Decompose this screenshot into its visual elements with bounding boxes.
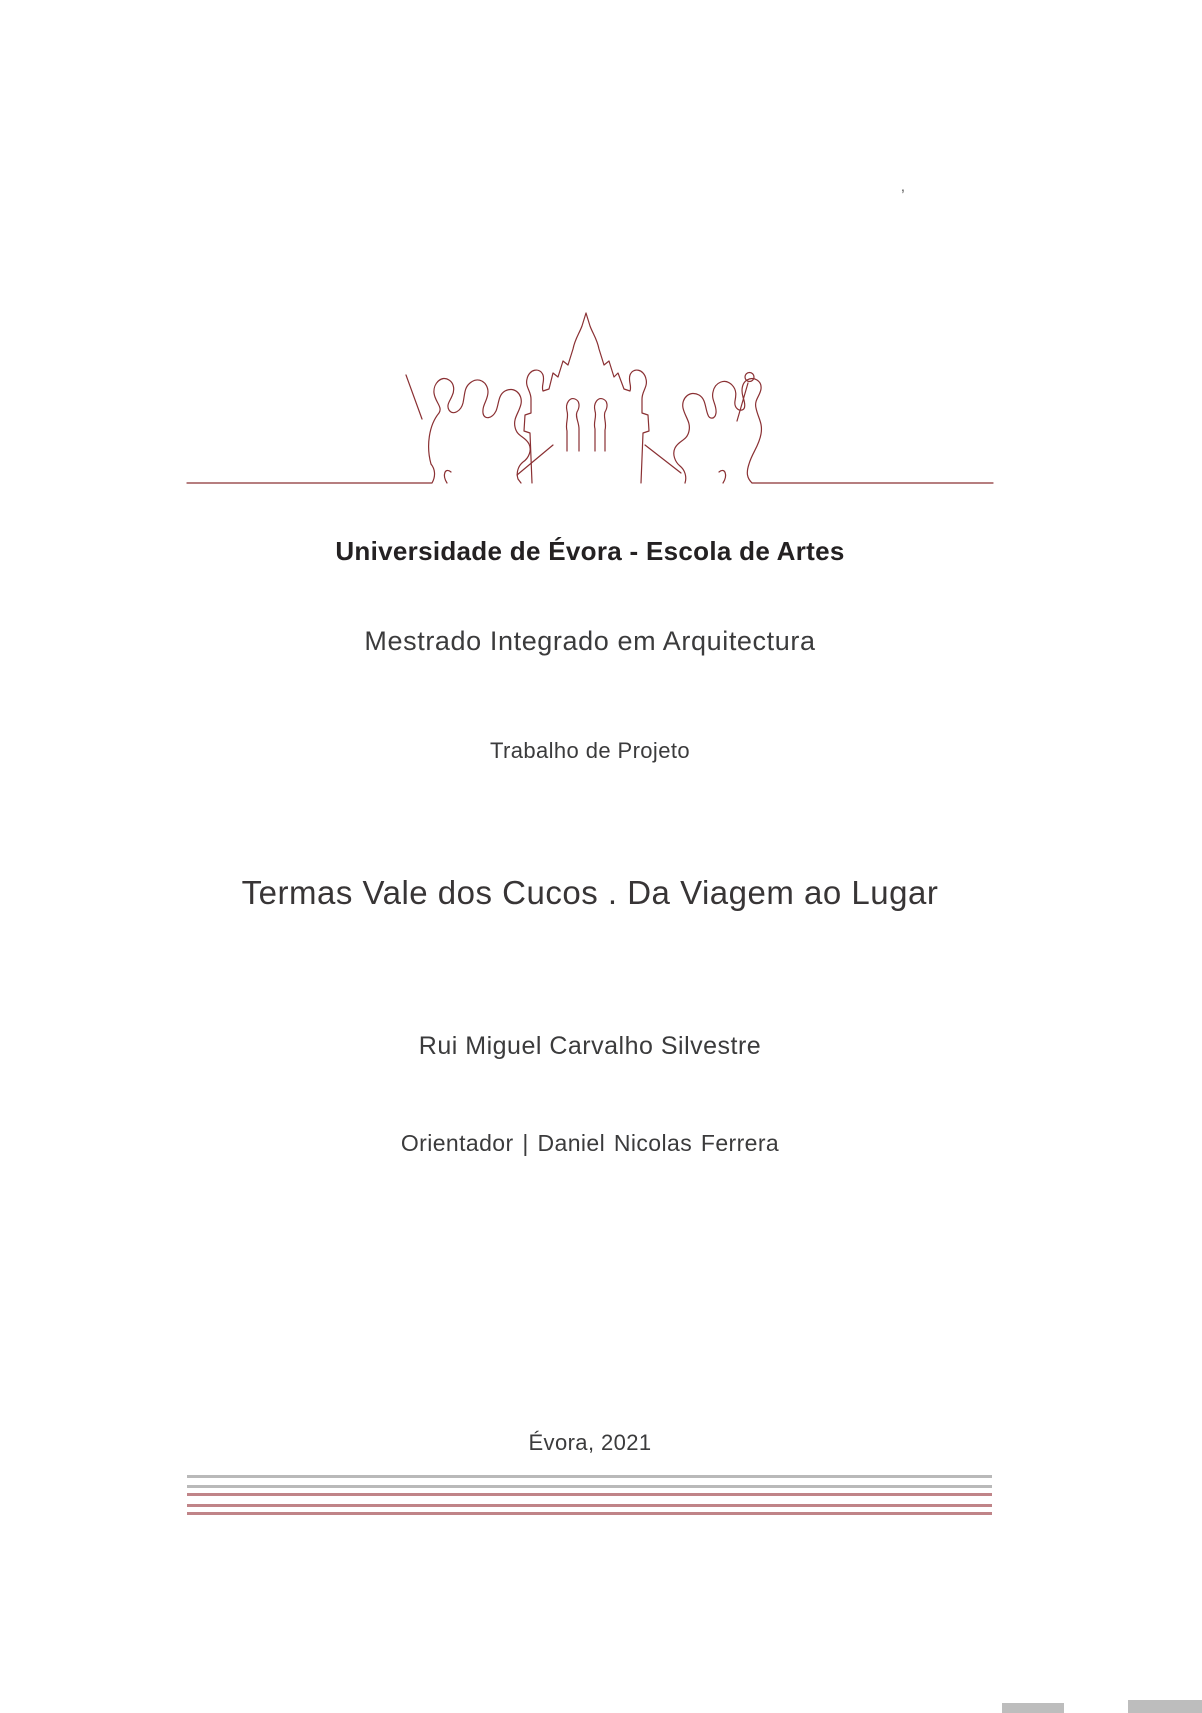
footer-rule-rose-2 — [187, 1504, 992, 1507]
page-edge-artifact-right — [1128, 1700, 1202, 1713]
author-name: Rui Miguel Carvalho Silvestre — [418, 1032, 762, 1060]
work-type-label: Trabalho de Projeto — [489, 738, 690, 763]
stray-apostrophe-mark: ’ — [901, 186, 905, 205]
footer-rule-rose-1 — [187, 1493, 992, 1496]
place-and-year: Évora, 2021 — [528, 1430, 652, 1455]
page-edge-artifact-left — [1002, 1703, 1064, 1713]
advisor-line: Orientador | Daniel Nicolas Ferrera — [400, 1130, 780, 1156]
degree-program: Mestrado Integrado em Arquitectura — [364, 626, 816, 656]
footer-rule-gray-2 — [187, 1485, 992, 1488]
institution-title: Universidade de Évora - Escola de Artes — [335, 536, 845, 566]
footer-rule-rose-3 — [187, 1512, 992, 1515]
thesis-title: Termas Vale dos Cucos . Da Viagem ao Lugar — [241, 874, 939, 911]
footer-rule-gray-1 — [187, 1475, 992, 1478]
university-emblem-drawing — [185, 303, 995, 485]
